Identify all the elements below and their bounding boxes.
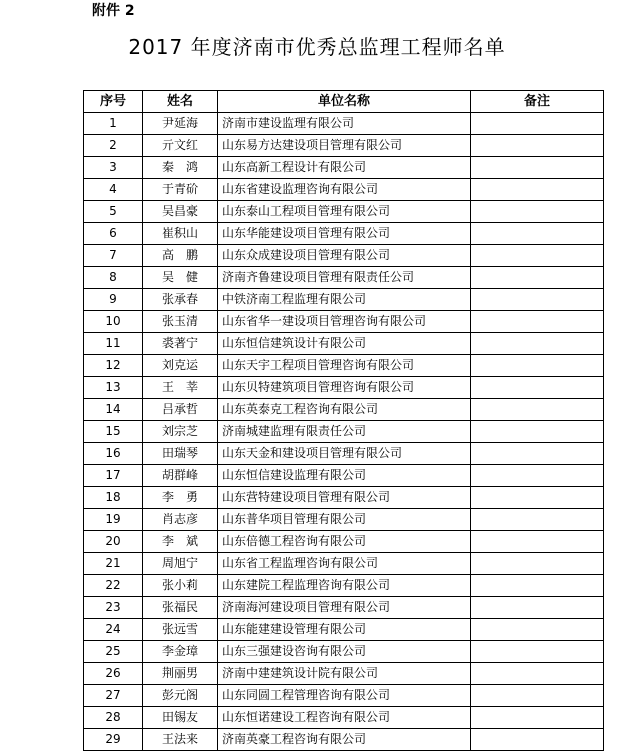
column-header-number: 序号 <box>84 91 143 113</box>
table-row <box>84 179 604 201</box>
company-name: 山东高新工程设计有限公司 <box>218 157 471 179</box>
row-number: 17 <box>84 465 143 487</box>
remarks-cell <box>471 619 604 641</box>
row-number: 4 <box>84 179 143 201</box>
table-row <box>84 267 604 289</box>
engineer-name: 于青砎 <box>143 179 218 201</box>
table-row <box>84 421 604 443</box>
remarks-cell <box>471 179 604 201</box>
row-number: 15 <box>84 421 143 443</box>
attachment-label: 附件 2 <box>92 3 135 19</box>
company-name: 山东天金和建设项目管理有限公司 <box>218 443 471 465</box>
document-title: 2017 年度济南市优秀总监理工程师名单 <box>128 35 506 59</box>
company-name: 山东贝特建筑项目管理咨询有限公司 <box>218 377 471 399</box>
row-number: 24 <box>84 619 143 641</box>
row-number: 10 <box>84 311 143 333</box>
remarks-cell <box>471 245 604 267</box>
company-name: 山东省华一建设项目管理咨询有限公司 <box>218 311 471 333</box>
row-number: 3 <box>84 157 143 179</box>
engineer-name: 李 斌 <box>143 531 218 553</box>
engineer-name: 张福民 <box>143 597 218 619</box>
company-name: 山东天宇工程项目管理咨询有限公司 <box>218 355 471 377</box>
table-row <box>84 135 604 157</box>
row-number: 26 <box>84 663 143 685</box>
row-number: 6 <box>84 223 143 245</box>
remarks-cell <box>471 223 604 245</box>
remarks-cell <box>471 443 604 465</box>
row-number: 28 <box>84 707 143 729</box>
engineer-roster-table <box>83 90 604 751</box>
engineer-name: 吕承哲 <box>143 399 218 421</box>
table-row <box>84 707 604 729</box>
engineer-name: 王 莘 <box>143 377 218 399</box>
table-body <box>84 113 604 751</box>
table-row <box>84 597 604 619</box>
company-name: 山东省工程监理咨询有限公司 <box>218 553 471 575</box>
row-number: 1 <box>84 113 143 135</box>
company-name: 济南城建监理有限责任公司 <box>218 421 471 443</box>
remarks-cell <box>471 707 604 729</box>
table-row <box>84 245 604 267</box>
remarks-cell <box>471 399 604 421</box>
engineer-name: 张承春 <box>143 289 218 311</box>
remarks-cell <box>471 685 604 707</box>
company-name: 山东恒信建筑设计有限公司 <box>218 333 471 355</box>
engineer-name: 胡群峰 <box>143 465 218 487</box>
remarks-cell <box>471 333 604 355</box>
table-row <box>84 333 604 355</box>
company-name: 山东华能建设项目管理有限公司 <box>218 223 471 245</box>
engineer-name: 崔积山 <box>143 223 218 245</box>
remarks-cell <box>471 509 604 531</box>
company-name: 济南齐鲁建设项目管理有限责任公司 <box>218 267 471 289</box>
company-name: 山东英泰克工程咨询有限公司 <box>218 399 471 421</box>
remarks-cell <box>471 201 604 223</box>
table-row <box>84 113 604 135</box>
company-name: 山东同圆工程管理咨询有限公司 <box>218 685 471 707</box>
column-header-remarks: 备注 <box>471 91 604 113</box>
row-number: 20 <box>84 531 143 553</box>
row-number: 19 <box>84 509 143 531</box>
remarks-cell <box>471 531 604 553</box>
engineer-name: 裘著宁 <box>143 333 218 355</box>
row-number: 18 <box>84 487 143 509</box>
table-row <box>84 377 604 399</box>
row-number: 25 <box>84 641 143 663</box>
table-row <box>84 729 604 751</box>
table-row <box>84 553 604 575</box>
company-name: 山东省建设监理咨询有限公司 <box>218 179 471 201</box>
remarks-cell <box>471 135 604 157</box>
remarks-cell <box>471 663 604 685</box>
table-row <box>84 289 604 311</box>
table-row <box>84 509 604 531</box>
company-name: 济南英豪工程咨询有限公司 <box>218 729 471 751</box>
remarks-cell <box>471 487 604 509</box>
engineer-name: 高 鹏 <box>143 245 218 267</box>
remarks-cell <box>471 113 604 135</box>
table-row <box>84 201 604 223</box>
remarks-cell <box>471 597 604 619</box>
company-name: 济南海河建设项目管理有限公司 <box>218 597 471 619</box>
table-row <box>84 487 604 509</box>
row-number: 21 <box>84 553 143 575</box>
table-row <box>84 663 604 685</box>
engineer-name: 吴 健 <box>143 267 218 289</box>
remarks-cell <box>471 311 604 333</box>
remarks-cell <box>471 553 604 575</box>
remarks-cell <box>471 267 604 289</box>
row-number: 12 <box>84 355 143 377</box>
row-number: 5 <box>84 201 143 223</box>
engineer-name: 田锡友 <box>143 707 218 729</box>
engineer-name: 周旭宁 <box>143 553 218 575</box>
remarks-cell <box>471 377 604 399</box>
remarks-cell <box>471 575 604 597</box>
engineer-name: 王法来 <box>143 729 218 751</box>
row-number: 16 <box>84 443 143 465</box>
company-name: 山东能建建设管理有限公司 <box>218 619 471 641</box>
company-name: 济南市建设监理有限公司 <box>218 113 471 135</box>
table-row <box>84 399 604 421</box>
engineer-name: 尹延海 <box>143 113 218 135</box>
engineer-name: 亓文红 <box>143 135 218 157</box>
row-number: 9 <box>84 289 143 311</box>
table-row <box>84 311 604 333</box>
remarks-cell <box>471 421 604 443</box>
column-header-unit: 单位名称 <box>218 91 471 113</box>
table-row <box>84 223 604 245</box>
company-name: 山东恒诺建设工程咨询有限公司 <box>218 707 471 729</box>
remarks-cell <box>471 729 604 751</box>
engineer-name: 李金璋 <box>143 641 218 663</box>
table-row <box>84 575 604 597</box>
company-name: 山东恒信建设监理有限公司 <box>218 465 471 487</box>
table-row <box>84 465 604 487</box>
company-name: 中铁济南工程监理有限公司 <box>218 289 471 311</box>
row-number: 8 <box>84 267 143 289</box>
company-name: 山东泰山工程项目管理有限公司 <box>218 201 471 223</box>
table-row <box>84 641 604 663</box>
company-name: 山东众成建设项目管理有限公司 <box>218 245 471 267</box>
table-header-row <box>84 91 604 113</box>
engineer-name: 荆丽男 <box>143 663 218 685</box>
row-number: 14 <box>84 399 143 421</box>
engineer-name: 张玉清 <box>143 311 218 333</box>
row-number: 2 <box>84 135 143 157</box>
company-name: 山东倍德工程咨询有限公司 <box>218 531 471 553</box>
engineer-name: 田瑞琴 <box>143 443 218 465</box>
company-name: 山东易方达建设项目管理有限公司 <box>218 135 471 157</box>
engineer-name: 肖志彦 <box>143 509 218 531</box>
engineer-name: 吴昌豪 <box>143 201 218 223</box>
remarks-cell <box>471 641 604 663</box>
engineer-name: 秦 鸿 <box>143 157 218 179</box>
row-number: 7 <box>84 245 143 267</box>
row-number: 13 <box>84 377 143 399</box>
row-number: 27 <box>84 685 143 707</box>
company-name: 山东营特建设项目管理有限公司 <box>218 487 471 509</box>
row-number: 29 <box>84 729 143 751</box>
table-row <box>84 355 604 377</box>
engineer-name: 彭元阁 <box>143 685 218 707</box>
row-number: 23 <box>84 597 143 619</box>
remarks-cell <box>471 355 604 377</box>
table-row <box>84 157 604 179</box>
table-row <box>84 443 604 465</box>
remarks-cell <box>471 289 604 311</box>
engineer-name: 刘宗芝 <box>143 421 218 443</box>
company-name: 山东普华项目管理有限公司 <box>218 509 471 531</box>
company-name: 山东建院工程监理咨询有限公司 <box>218 575 471 597</box>
engineer-name: 张远雪 <box>143 619 218 641</box>
engineer-name: 李 勇 <box>143 487 218 509</box>
remarks-cell <box>471 157 604 179</box>
company-name: 济南中建建筑设计院有限公司 <box>218 663 471 685</box>
row-number: 11 <box>84 333 143 355</box>
company-name: 山东三强建设咨询有限公司 <box>218 641 471 663</box>
engineer-name: 张小莉 <box>143 575 218 597</box>
row-number: 22 <box>84 575 143 597</box>
remarks-cell <box>471 465 604 487</box>
table-row <box>84 619 604 641</box>
table-row <box>84 531 604 553</box>
engineer-name: 刘克运 <box>143 355 218 377</box>
table-row <box>84 685 604 707</box>
column-header-name: 姓名 <box>143 91 218 113</box>
